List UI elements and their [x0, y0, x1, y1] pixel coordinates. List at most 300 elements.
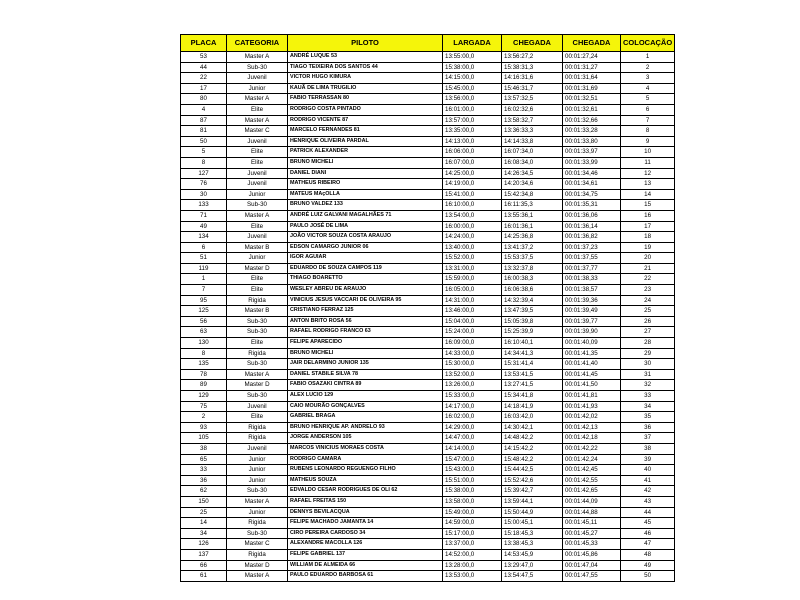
cell-largada: 16:02:00,0 — [443, 412, 502, 423]
cell-chegada: 15:34:41,8 — [502, 391, 563, 402]
table-row — [181, 104, 675, 115]
cell-chegada: 15:53:37,5 — [502, 253, 563, 264]
cell-piloto: ALEXANDRE MACOLLA 126 — [288, 539, 443, 550]
cell-categoria: Sub-30 — [227, 316, 288, 327]
cell-placa: 25 — [181, 507, 227, 518]
cell-chegada: 13:47:39,5 — [502, 306, 563, 317]
cell-colocacao: 43 — [621, 496, 675, 507]
cell-chegada: 14:30:42,1 — [502, 422, 563, 433]
cell-tempo: 00:01:32,61 — [563, 104, 621, 115]
cell-piloto: WILLIAM DE ALMEIDA 66 — [288, 560, 443, 571]
cell-largada: 13:35:00,0 — [443, 126, 502, 137]
cell-piloto: FELIPE MACHADO JAMANTA 14 — [288, 518, 443, 529]
header-placa: PLACA — [181, 35, 227, 52]
cell-largada: 14:19:00,0 — [443, 179, 502, 190]
cell-placa: 49 — [181, 221, 227, 232]
cell-categoria: Rigida — [227, 433, 288, 444]
table-row — [181, 147, 675, 158]
cell-tempo: 00:01:39,36 — [563, 295, 621, 306]
cell-piloto: MARCELO FERNANDES 81 — [288, 126, 443, 137]
table-row — [181, 327, 675, 338]
cell-tempo: 00:01:45,86 — [563, 549, 621, 560]
cell-colocacao: 27 — [621, 327, 675, 338]
cell-placa: 34 — [181, 528, 227, 539]
table-row — [181, 359, 675, 370]
cell-chegada: 15:48:42,2 — [502, 454, 563, 465]
cell-piloto: BRUNO HENRIQUE AP. ANDRELO 93 — [288, 422, 443, 433]
cell-colocacao: 39 — [621, 454, 675, 465]
cell-colocacao: 23 — [621, 285, 675, 296]
table-row — [181, 518, 675, 529]
cell-colocacao: 29 — [621, 348, 675, 359]
cell-placa: 7 — [181, 285, 227, 296]
cell-tempo: 00:01:41,35 — [563, 348, 621, 359]
cell-piloto: MATHEUS RIBEIRO — [288, 179, 443, 190]
cell-largada: 15:52:00,0 — [443, 253, 502, 264]
cell-colocacao: 44 — [621, 507, 675, 518]
cell-largada: 13:58:00,0 — [443, 496, 502, 507]
cell-colocacao: 25 — [621, 306, 675, 317]
cell-categoria: Junior — [227, 189, 288, 200]
cell-piloto: TIAGO TEIXEIRA DOS SANTOS 44 — [288, 62, 443, 73]
cell-categoria: Master A — [227, 52, 288, 63]
cell-piloto: GABRIEL BRAGA — [288, 412, 443, 423]
cell-categoria: Master A — [227, 94, 288, 105]
table-row — [181, 83, 675, 94]
results-sheet — [180, 34, 675, 582]
cell-largada: 14:24:00,0 — [443, 232, 502, 243]
cell-categoria: Master C — [227, 539, 288, 550]
cell-largada: 16:01:00,0 — [443, 104, 502, 115]
cell-placa: 38 — [181, 443, 227, 454]
cell-placa: 75 — [181, 401, 227, 412]
cell-chegada: 13:56:27,2 — [502, 52, 563, 63]
cell-categoria: Junior — [227, 475, 288, 486]
cell-chegada: 16:07:34,0 — [502, 147, 563, 158]
table-row — [181, 168, 675, 179]
cell-categoria: Juvenil — [227, 179, 288, 190]
cell-chegada: 14:48:42,2 — [502, 433, 563, 444]
cell-placa: 137 — [181, 549, 227, 560]
table-row — [181, 571, 675, 582]
cell-piloto: JORGE ANDERSON 105 — [288, 433, 443, 444]
cell-piloto: RODRIGO CAMARA — [288, 454, 443, 465]
cell-colocacao: 2 — [621, 62, 675, 73]
cell-tempo: 00:01:41,50 — [563, 380, 621, 391]
table-row — [181, 200, 675, 211]
cell-tempo: 00:01:39,49 — [563, 306, 621, 317]
table-row — [181, 338, 675, 349]
cell-placa: 127 — [181, 168, 227, 179]
table-row — [181, 232, 675, 243]
cell-placa: 6 — [181, 242, 227, 253]
cell-chegada: 14:16:31,6 — [502, 73, 563, 84]
cell-piloto: MARCOS VINICIUS MORAES COSTA — [288, 443, 443, 454]
cell-chegada: 14:34:41,3 — [502, 348, 563, 359]
cell-chegada: 14:14:33,8 — [502, 136, 563, 147]
cell-categoria: Master B — [227, 242, 288, 253]
cell-largada: 14:47:00,0 — [443, 433, 502, 444]
cell-colocacao: 38 — [621, 443, 675, 454]
cell-placa: 36 — [181, 475, 227, 486]
cell-tempo: 00:01:42,45 — [563, 465, 621, 476]
cell-colocacao: 19 — [621, 242, 675, 253]
cell-piloto: ANTON BRITO ROSA 56 — [288, 316, 443, 327]
cell-chegada: 15:42:34,8 — [502, 189, 563, 200]
results-table — [180, 34, 675, 582]
cell-largada: 14:29:00,0 — [443, 422, 502, 433]
cell-chegada: 14:32:39,4 — [502, 295, 563, 306]
cell-categoria: Elite — [227, 285, 288, 296]
cell-placa: 80 — [181, 94, 227, 105]
cell-chegada: 13:41:37,2 — [502, 242, 563, 253]
table-row — [181, 157, 675, 168]
cell-colocacao: 17 — [621, 221, 675, 232]
cell-placa: 61 — [181, 571, 227, 582]
cell-chegada: 14:26:34,5 — [502, 168, 563, 179]
cell-colocacao: 14 — [621, 189, 675, 200]
cell-placa: 150 — [181, 496, 227, 507]
cell-categoria: Sub-30 — [227, 62, 288, 73]
cell-piloto: BRUNO VALDEZ 133 — [288, 200, 443, 211]
cell-tempo: 00:01:41,81 — [563, 391, 621, 402]
cell-placa: 56 — [181, 316, 227, 327]
cell-piloto: BRUNO MICHELI — [288, 348, 443, 359]
cell-piloto: WESLEY ABREU DE ARAUJO — [288, 285, 443, 296]
cell-chegada: 14:53:45,9 — [502, 549, 563, 560]
cell-largada: 14:17:00,0 — [443, 401, 502, 412]
cell-categoria: Elite — [227, 104, 288, 115]
cell-chegada: 16:02:32,6 — [502, 104, 563, 115]
cell-largada: 13:55:00,0 — [443, 52, 502, 63]
table-row — [181, 539, 675, 550]
cell-largada: 16:00:00,0 — [443, 221, 502, 232]
cell-categoria: Junior — [227, 465, 288, 476]
cell-colocacao: 34 — [621, 401, 675, 412]
cell-colocacao: 13 — [621, 179, 675, 190]
cell-placa: 76 — [181, 179, 227, 190]
cell-categoria: Sub-30 — [227, 486, 288, 497]
cell-piloto: ALEX LUCIO 129 — [288, 391, 443, 402]
cell-colocacao: 41 — [621, 475, 675, 486]
cell-chegada: 15:44:42,5 — [502, 465, 563, 476]
cell-categoria: Juvenil — [227, 168, 288, 179]
cell-largada: 14:15:00,0 — [443, 73, 502, 84]
cell-piloto: RODRIGO COSTA PINTADO — [288, 104, 443, 115]
cell-placa: 1 — [181, 274, 227, 285]
cell-piloto: PAULO EDUARDO BARBOSA 61 — [288, 571, 443, 582]
cell-colocacao: 4 — [621, 83, 675, 94]
cell-categoria: Junior — [227, 83, 288, 94]
cell-largada: 14:13:00,0 — [443, 136, 502, 147]
cell-placa: 53 — [181, 52, 227, 63]
cell-colocacao: 10 — [621, 147, 675, 158]
cell-placa: 130 — [181, 338, 227, 349]
cell-categoria: Juvenil — [227, 232, 288, 243]
cell-largada: 16:06:00,0 — [443, 147, 502, 158]
cell-colocacao: 8 — [621, 126, 675, 137]
cell-chegada: 13:58:32,7 — [502, 115, 563, 126]
cell-tempo: 00:01:31,27 — [563, 62, 621, 73]
cell-categoria: Sub-30 — [227, 327, 288, 338]
cell-tempo: 00:01:47,55 — [563, 571, 621, 582]
cell-largada: 15:45:00,0 — [443, 83, 502, 94]
cell-chegada: 13:36:33,3 — [502, 126, 563, 137]
cell-largada: 14:33:00,0 — [443, 348, 502, 359]
table-row — [181, 221, 675, 232]
cell-categoria: Junior — [227, 253, 288, 264]
cell-chegada: 14:20:34,6 — [502, 179, 563, 190]
table-row — [181, 242, 675, 253]
table-row — [181, 115, 675, 126]
header-categoria: CATEGORIA — [227, 35, 288, 52]
cell-categoria: Juvenil — [227, 136, 288, 147]
cell-tempo: 00:01:33,28 — [563, 126, 621, 137]
cell-placa: 2 — [181, 412, 227, 423]
cell-piloto: FELIPE GABRIEL 137 — [288, 549, 443, 560]
cell-categoria: Elite — [227, 221, 288, 232]
table-row — [181, 306, 675, 317]
cell-piloto: VINICIUS JESUS VACCARI DE OLIVEIRA 95 — [288, 295, 443, 306]
cell-tempo: 00:01:34,61 — [563, 179, 621, 190]
cell-categoria: Elite — [227, 412, 288, 423]
cell-categoria: Rigida — [227, 422, 288, 433]
cell-colocacao: 32 — [621, 380, 675, 391]
cell-tempo: 00:01:44,88 — [563, 507, 621, 518]
cell-piloto: KAUÃ DE LIMA TRUGILIO — [288, 83, 443, 94]
cell-categoria: Elite — [227, 338, 288, 349]
cell-tempo: 00:01:31,69 — [563, 83, 621, 94]
cell-largada: 15:04:00,0 — [443, 316, 502, 327]
header-piloto: PILOTO — [288, 35, 443, 52]
cell-tempo: 00:01:41,45 — [563, 369, 621, 380]
cell-placa: 105 — [181, 433, 227, 444]
cell-placa: 17 — [181, 83, 227, 94]
cell-placa: 63 — [181, 327, 227, 338]
cell-chegada: 15:00:45,1 — [502, 518, 563, 529]
cell-tempo: 00:01:42,65 — [563, 486, 621, 497]
table-row — [181, 348, 675, 359]
cell-placa: 134 — [181, 232, 227, 243]
cell-colocacao: 49 — [621, 560, 675, 571]
table-row — [181, 62, 675, 73]
cell-placa: 66 — [181, 560, 227, 571]
cell-largada: 15:51:00,0 — [443, 475, 502, 486]
cell-largada: 14:14:00,0 — [443, 443, 502, 454]
cell-largada: 13:26:00,0 — [443, 380, 502, 391]
cell-categoria: Sub-30 — [227, 359, 288, 370]
cell-tempo: 00:01:45,27 — [563, 528, 621, 539]
cell-placa: 50 — [181, 136, 227, 147]
cell-colocacao: 47 — [621, 539, 675, 550]
cell-tempo: 00:01:31,64 — [563, 73, 621, 84]
cell-chegada: 13:32:37,8 — [502, 263, 563, 274]
cell-categoria: Rigida — [227, 295, 288, 306]
cell-chegada: 16:01:36,1 — [502, 221, 563, 232]
cell-chegada: 15:25:39,9 — [502, 327, 563, 338]
cell-largada: 13:28:00,0 — [443, 560, 502, 571]
cell-tempo: 00:01:33,97 — [563, 147, 621, 158]
cell-categoria: Rigida — [227, 348, 288, 359]
cell-placa: 135 — [181, 359, 227, 370]
cell-categoria: Sub-30 — [227, 391, 288, 402]
cell-piloto: ANDRÉ LUQUE 53 — [288, 52, 443, 63]
cell-largada: 14:31:00,0 — [443, 295, 502, 306]
cell-chegada: 16:11:35,3 — [502, 200, 563, 211]
cell-piloto: VICTOR HUGO KIMURA — [288, 73, 443, 84]
table-row — [181, 475, 675, 486]
cell-categoria: Junior — [227, 507, 288, 518]
cell-colocacao: 9 — [621, 136, 675, 147]
cell-colocacao: 16 — [621, 210, 675, 221]
cell-colocacao: 31 — [621, 369, 675, 380]
cell-chegada: 16:00:38,3 — [502, 274, 563, 285]
cell-chegada: 16:03:42,0 — [502, 412, 563, 423]
cell-colocacao: 37 — [621, 433, 675, 444]
cell-colocacao: 30 — [621, 359, 675, 370]
cell-tempo: 00:01:34,46 — [563, 168, 621, 179]
cell-largada: 13:46:00,0 — [443, 306, 502, 317]
cell-placa: 129 — [181, 391, 227, 402]
cell-tempo: 00:01:42,02 — [563, 412, 621, 423]
cell-placa: 51 — [181, 253, 227, 264]
cell-tempo: 00:01:32,66 — [563, 115, 621, 126]
cell-colocacao: 3 — [621, 73, 675, 84]
cell-categoria: Elite — [227, 274, 288, 285]
table-row — [181, 412, 675, 423]
cell-piloto: DANIEL DIANI — [288, 168, 443, 179]
header-chegada-tempo: CHEGADA — [563, 35, 621, 52]
cell-categoria: Master A — [227, 115, 288, 126]
cell-placa: 93 — [181, 422, 227, 433]
cell-colocacao: 7 — [621, 115, 675, 126]
table-row — [181, 316, 675, 327]
cell-piloto: BRUNO MICHELI — [288, 157, 443, 168]
cell-chegada: 15:38:31,3 — [502, 62, 563, 73]
cell-colocacao: 45 — [621, 518, 675, 529]
cell-largada: 15:30:00,0 — [443, 359, 502, 370]
table-row — [181, 391, 675, 402]
cell-categoria: Rigida — [227, 518, 288, 529]
table-row — [181, 496, 675, 507]
table-row — [181, 380, 675, 391]
cell-placa: 33 — [181, 465, 227, 476]
cell-categoria: Master A — [227, 210, 288, 221]
cell-placa: 22 — [181, 73, 227, 84]
cell-chegada: 13:53:41,5 — [502, 369, 563, 380]
cell-piloto: FABIO OSAZAKI CINTRA 89 — [288, 380, 443, 391]
cell-piloto: DENNYS BEVILACQUA — [288, 507, 443, 518]
cell-placa: 81 — [181, 126, 227, 137]
cell-tempo: 00:01:45,11 — [563, 518, 621, 529]
cell-piloto: EDVALDO CESAR RODRIGUES DE OLI 62 — [288, 486, 443, 497]
cell-piloto: JOÃO VICTOR SOUZA COSTA ARAUJO — [288, 232, 443, 243]
cell-chegada: 13:27:41,5 — [502, 380, 563, 391]
cell-tempo: 00:01:47,04 — [563, 560, 621, 571]
cell-largada: 16:09:00,0 — [443, 338, 502, 349]
cell-colocacao: 22 — [621, 274, 675, 285]
cell-categoria: Master C — [227, 126, 288, 137]
cell-tempo: 00:01:37,55 — [563, 253, 621, 264]
cell-chegada: 15:46:31,7 — [502, 83, 563, 94]
cell-categoria: Juvenil — [227, 443, 288, 454]
cell-categoria: Master D — [227, 263, 288, 274]
cell-largada: 15:38:00,0 — [443, 62, 502, 73]
cell-tempo: 00:01:38,57 — [563, 285, 621, 296]
cell-largada: 13:56:00,0 — [443, 94, 502, 105]
cell-colocacao: 33 — [621, 391, 675, 402]
cell-largada: 15:47:00,0 — [443, 454, 502, 465]
table-row — [181, 401, 675, 412]
cell-colocacao: 42 — [621, 486, 675, 497]
cell-largada: 15:49:00,0 — [443, 507, 502, 518]
cell-categoria: Sub-30 — [227, 200, 288, 211]
cell-placa: 95 — [181, 295, 227, 306]
cell-colocacao: 20 — [621, 253, 675, 264]
cell-chegada: 13:55:36,1 — [502, 210, 563, 221]
cell-piloto: PATRICK ALEXANDER — [288, 147, 443, 158]
cell-piloto: THIAGO BOARETTO — [288, 274, 443, 285]
cell-categoria: Elite — [227, 147, 288, 158]
cell-chegada: 16:10:40,1 — [502, 338, 563, 349]
cell-tempo: 00:01:33,80 — [563, 136, 621, 147]
cell-categoria: Elite — [227, 157, 288, 168]
cell-piloto: JAIR DELARMINO JUNIOR 135 — [288, 359, 443, 370]
cell-categoria: Juvenil — [227, 401, 288, 412]
cell-chegada: 15:31:41,4 — [502, 359, 563, 370]
table-row — [181, 73, 675, 84]
cell-largada: 13:40:00,0 — [443, 242, 502, 253]
table-row — [181, 528, 675, 539]
cell-categoria: Rigida — [227, 549, 288, 560]
cell-piloto: EDUARDO DE SOUZA CAMPOS 119 — [288, 263, 443, 274]
cell-chegada: 13:54:47,5 — [502, 571, 563, 582]
table-row — [181, 253, 675, 264]
cell-tempo: 00:01:36,06 — [563, 210, 621, 221]
cell-placa: 30 — [181, 189, 227, 200]
cell-largada: 16:07:00,0 — [443, 157, 502, 168]
cell-tempo: 00:01:40,09 — [563, 338, 621, 349]
table-row — [181, 422, 675, 433]
table-row — [181, 274, 675, 285]
cell-categoria: Master D — [227, 560, 288, 571]
cell-piloto: CAIO MOURÃO GONÇALVES — [288, 401, 443, 412]
cell-piloto: DANIEL STABILE SILVA 78 — [288, 369, 443, 380]
cell-placa: 14 — [181, 518, 227, 529]
cell-tempo: 00:01:32,51 — [563, 94, 621, 105]
cell-placa: 71 — [181, 210, 227, 221]
cell-categoria: Juvenil — [227, 73, 288, 84]
cell-colocacao: 36 — [621, 422, 675, 433]
cell-categoria: Junior — [227, 454, 288, 465]
table-row — [181, 465, 675, 476]
cell-largada: 13:31:00,0 — [443, 263, 502, 274]
cell-largada: 15:33:00,0 — [443, 391, 502, 402]
table-row — [181, 443, 675, 454]
cell-placa: 78 — [181, 369, 227, 380]
cell-placa: 87 — [181, 115, 227, 126]
results-body — [181, 52, 675, 582]
cell-tempo: 00:01:27,24 — [563, 52, 621, 63]
cell-chegada: 13:59:44,1 — [502, 496, 563, 507]
cell-largada: 16:05:00,0 — [443, 285, 502, 296]
table-row — [181, 295, 675, 306]
cell-placa: 44 — [181, 62, 227, 73]
table-row — [181, 433, 675, 444]
cell-tempo: 00:01:35,31 — [563, 200, 621, 211]
cell-largada: 13:52:00,0 — [443, 369, 502, 380]
cell-largada: 13:53:00,0 — [443, 571, 502, 582]
